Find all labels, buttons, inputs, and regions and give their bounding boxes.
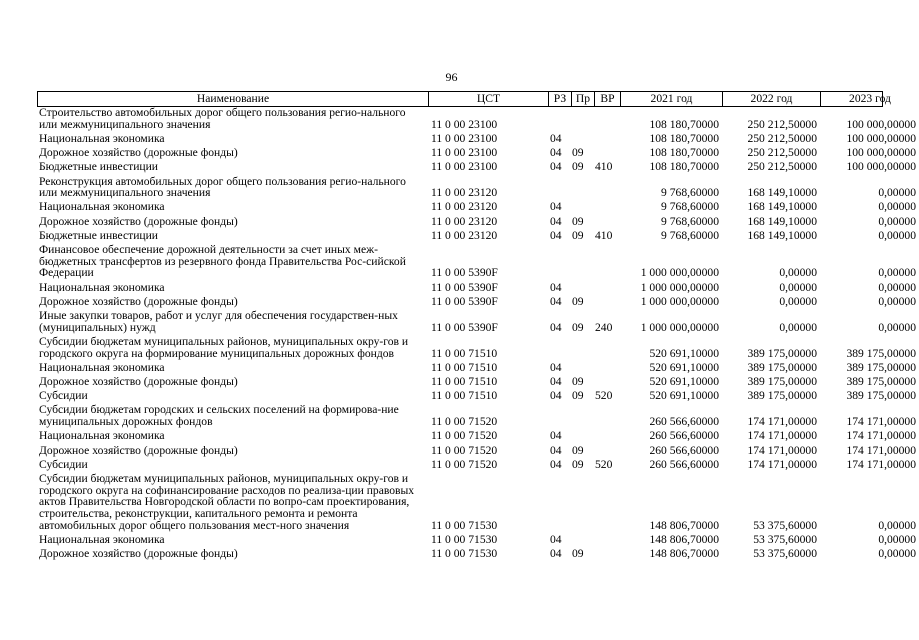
row-cst: 11 0 00 23100 <box>431 160 498 174</box>
header-name: Наименование <box>196 92 270 105</box>
row-rz: 04 <box>550 160 562 174</box>
row-name: Субсидии бюджетам муниципальных районов, муниципальных окру-гов и городского округа на софинансирование расходов по реализа-ции правовых актов Правительства Новгородской области по вопро-сам проектирования, строительства, реконструкции, капитального ремонта и ремонта автомобильных дорог общего пользования мест-ного значения <box>39 471 415 532</box>
table-row <box>37 243 916 280</box>
row-cst: 11 0 00 71510 <box>431 375 498 389</box>
row-2021: 260 566,60000 <box>649 443 719 457</box>
row-name: Дорожное хозяйство (дорожные фонды) <box>39 214 238 228</box>
row-2023: 100 000,00000 <box>846 117 916 131</box>
row-rz: 04 <box>550 280 562 294</box>
row-2023: 0,00000 <box>878 294 916 308</box>
row-2022: 53 375,60000 <box>753 547 817 561</box>
row-2023: 174 171,00000 <box>846 457 916 471</box>
row-2021: 1 000 000,00000 <box>640 266 719 280</box>
row-rz: 04 <box>550 429 562 443</box>
row-2021: 9 768,60000 <box>661 214 719 228</box>
table-row <box>37 214 916 228</box>
row-2023: 0,00000 <box>878 320 916 334</box>
row-name: Национальная экономика <box>39 200 165 214</box>
row-cst: 11 0 00 71510 <box>431 360 498 374</box>
row-cst: 11 0 00 71530 <box>431 533 498 546</box>
row-2023: 0,00000 <box>878 518 916 532</box>
row-pr: 09 <box>572 457 584 471</box>
table-row <box>37 457 916 471</box>
row-2023: 0,00000 <box>878 533 916 546</box>
row-2022: 174 171,00000 <box>747 443 817 457</box>
row-2021: 1 000 000,00000 <box>640 320 719 334</box>
row-pr: 09 <box>572 389 584 403</box>
row-2023: 100 000,00000 <box>846 146 916 160</box>
row-name: Субсидии <box>39 389 88 403</box>
table-row <box>37 403 916 429</box>
header-2022: 2022 год <box>722 92 820 106</box>
table-row <box>37 200 916 214</box>
table-row <box>37 533 916 546</box>
row-2022: 0,00000 <box>779 266 817 280</box>
row-rz: 04 <box>550 214 562 228</box>
row-vr: 410 <box>595 228 613 242</box>
row-2023: 0,00000 <box>878 228 916 242</box>
row-2022: 389 175,00000 <box>747 375 817 389</box>
row-name: Субсидии бюджетам городских и сельских поселений на формирова-ние муниципальных дорожных фондов <box>39 403 399 429</box>
row-2022: 168 149,10000 <box>747 228 817 242</box>
row-name: Субсидии бюджетам муниципальных районов, муниципальных окру-гов и городского округа на формирование муниципальных дорожных фондов <box>39 334 409 360</box>
row-2023: 389 175,00000 <box>846 360 916 374</box>
row-rz: 04 <box>550 294 562 308</box>
row-2021: 520 691,10000 <box>649 346 719 360</box>
table-row <box>37 174 916 200</box>
row-2021: 108 180,70000 <box>649 117 719 131</box>
table-row <box>37 429 916 443</box>
row-vr: 410 <box>595 160 613 174</box>
row-cst: 11 0 00 5390F <box>431 266 498 280</box>
row-cst: 11 0 00 5390F <box>431 280 498 294</box>
table-row <box>37 334 916 360</box>
table-row <box>37 131 916 145</box>
row-pr: 09 <box>572 547 584 561</box>
row-2022: 389 175,00000 <box>747 360 817 374</box>
header-pr: Пр <box>571 92 594 106</box>
row-2022: 250 212,50000 <box>747 160 817 174</box>
row-cst: 11 0 00 5390F <box>431 294 498 308</box>
table-body <box>37 106 916 561</box>
table-row <box>37 228 916 242</box>
row-name: Строительство автомобильных дорог общего пользования регио-нального или межмуниципального значения <box>39 106 406 131</box>
row-name: Бюджетные инвестиции <box>39 228 159 242</box>
row-2023: 0,00000 <box>878 214 916 228</box>
row-name: Национальная экономика <box>39 360 165 374</box>
row-name: Дорожное хозяйство (дорожные фонды) <box>39 443 238 457</box>
row-2021: 1 000 000,00000 <box>640 294 719 308</box>
row-rz: 04 <box>550 533 562 546</box>
header-cst: ЦСТ <box>428 92 548 106</box>
row-2022: 389 175,00000 <box>747 346 817 360</box>
row-2022: 389 175,00000 <box>747 389 817 403</box>
row-pr: 09 <box>572 146 584 160</box>
row-cst: 11 0 00 23100 <box>431 117 498 131</box>
row-2022: 0,00000 <box>779 320 817 334</box>
row-rz: 04 <box>550 146 562 160</box>
row-2023: 0,00000 <box>878 280 916 294</box>
row-2021: 260 566,60000 <box>649 429 719 443</box>
row-2022: 174 171,00000 <box>747 429 817 443</box>
row-2022: 174 171,00000 <box>747 415 817 429</box>
row-name: Реконструкция автомобильных дорог общего пользования регио-нального или межмуниципального значения <box>39 174 406 200</box>
header-2023: 2023 год <box>820 92 919 106</box>
header-2021: 2021 год <box>620 92 722 106</box>
row-2021: 260 566,60000 <box>649 457 719 471</box>
header-vr: ВР <box>594 92 620 106</box>
row-name: Иные закупки товаров, работ и услуг для обеспечения государствен-ных (муниципальных) нужд <box>39 309 398 334</box>
row-2021: 520 691,10000 <box>649 375 719 389</box>
page-number: 96 <box>445 70 458 84</box>
row-rz: 04 <box>550 228 562 242</box>
row-2023: 0,00000 <box>878 200 916 214</box>
row-pr: 09 <box>572 228 584 242</box>
row-2022: 0,00000 <box>779 294 817 308</box>
row-cst: 11 0 00 71520 <box>431 457 498 471</box>
row-2023: 389 175,00000 <box>846 389 916 403</box>
table-row <box>37 294 916 308</box>
row-2022: 53 375,60000 <box>753 533 817 546</box>
row-2021: 260 566,60000 <box>649 415 719 429</box>
table-row <box>37 160 916 174</box>
row-name: Национальная экономика <box>39 533 165 546</box>
row-pr: 09 <box>572 294 584 308</box>
row-2022: 0,00000 <box>779 280 817 294</box>
row-2021: 148 806,70000 <box>649 518 719 532</box>
row-name: Дорожное хозяйство (дорожные фонды) <box>39 547 238 561</box>
table-row <box>37 443 916 457</box>
row-vr: 240 <box>595 320 613 334</box>
table-row <box>37 360 916 374</box>
row-2021: 9 768,60000 <box>661 186 719 200</box>
row-2022: 250 212,50000 <box>747 117 817 131</box>
row-2023: 174 171,00000 <box>846 429 916 443</box>
row-2022: 168 149,10000 <box>747 200 817 214</box>
row-2022: 53 375,60000 <box>753 518 817 532</box>
header-rz: РЗ <box>548 92 571 106</box>
table-row <box>37 146 916 160</box>
row-cst: 11 0 00 71510 <box>431 346 498 360</box>
row-name: Дорожное хозяйство (дорожные фонды) <box>39 375 238 389</box>
table-row <box>37 389 916 403</box>
row-cst: 11 0 00 71530 <box>431 518 498 532</box>
row-rz: 04 <box>550 320 562 334</box>
table-header <box>37 91 891 107</box>
row-vr: 520 <box>595 389 613 403</box>
row-cst: 11 0 00 71530 <box>431 547 498 561</box>
row-rz: 04 <box>550 375 562 389</box>
row-2023: 389 175,00000 <box>846 346 916 360</box>
table-row <box>37 547 916 561</box>
row-2021: 148 806,70000 <box>649 547 719 561</box>
row-2021: 9 768,60000 <box>661 200 719 214</box>
row-cst: 11 0 00 23120 <box>431 228 498 242</box>
row-2021: 520 691,10000 <box>649 389 719 403</box>
row-name: Национальная экономика <box>39 429 165 443</box>
row-rz: 04 <box>550 131 562 145</box>
row-2022: 174 171,00000 <box>747 457 817 471</box>
row-cst: 11 0 00 23100 <box>431 131 498 145</box>
row-cst: 11 0 00 71510 <box>431 389 498 403</box>
row-cst: 11 0 00 71520 <box>431 443 498 457</box>
row-cst: 11 0 00 23120 <box>431 186 498 200</box>
row-2021: 108 180,70000 <box>649 160 719 174</box>
row-2023: 174 171,00000 <box>846 443 916 457</box>
row-rz: 04 <box>550 443 562 457</box>
row-2021: 148 806,70000 <box>649 533 719 546</box>
table-row <box>37 309 916 334</box>
row-name: Субсидии <box>39 457 88 471</box>
row-2022: 168 149,10000 <box>747 214 817 228</box>
budget-table <box>37 91 916 562</box>
table-row <box>37 106 916 131</box>
row-cst: 11 0 00 71520 <box>431 415 498 429</box>
row-2021: 520 691,10000 <box>649 360 719 374</box>
row-cst: 11 0 00 71520 <box>431 429 498 443</box>
row-rz: 04 <box>550 457 562 471</box>
row-name: Национальная экономика <box>39 131 165 145</box>
row-name: Финансовое обеспечение дорожной деятельности за счет иных меж-бюджетных трансфертов из резервного фонда Правительства Рос-сийской Федерации <box>39 243 406 280</box>
row-2023: 389 175,00000 <box>846 375 916 389</box>
table-row <box>37 375 916 389</box>
row-name: Дорожное хозяйство (дорожные фонды) <box>39 146 238 160</box>
row-cst: 11 0 00 5390F <box>431 320 498 334</box>
row-name: Бюджетные инвестиции <box>39 160 159 174</box>
row-2023: 100 000,00000 <box>846 160 916 174</box>
row-2023: 0,00000 <box>878 547 916 561</box>
row-2021: 9 768,60000 <box>661 228 719 242</box>
row-pr: 09 <box>572 443 584 457</box>
row-pr: 09 <box>572 214 584 228</box>
row-2021: 1 000 000,00000 <box>640 280 719 294</box>
row-2022: 250 212,50000 <box>747 131 817 145</box>
row-pr: 09 <box>572 375 584 389</box>
table-row <box>37 280 916 294</box>
row-pr: 09 <box>572 160 584 174</box>
table-row <box>37 471 916 532</box>
row-name: Дорожное хозяйство (дорожные фонды) <box>39 294 238 308</box>
row-2022: 250 212,50000 <box>747 146 817 160</box>
row-2022: 168 149,10000 <box>747 186 817 200</box>
row-2021: 108 180,70000 <box>649 146 719 160</box>
row-2023: 0,00000 <box>878 186 916 200</box>
row-rz: 04 <box>550 389 562 403</box>
row-2021: 108 180,70000 <box>649 131 719 145</box>
row-name: Национальная экономика <box>39 280 165 294</box>
row-2023: 100 000,00000 <box>846 131 916 145</box>
row-rz: 04 <box>550 360 562 374</box>
row-pr: 09 <box>572 320 584 334</box>
row-cst: 11 0 00 23100 <box>431 146 498 160</box>
row-rz: 04 <box>550 200 562 214</box>
row-vr: 520 <box>595 457 613 471</box>
row-cst: 11 0 00 23120 <box>431 200 498 214</box>
row-2023: 0,00000 <box>878 266 916 280</box>
row-rz: 04 <box>550 547 562 561</box>
row-2023: 174 171,00000 <box>846 415 916 429</box>
row-cst: 11 0 00 23120 <box>431 214 498 228</box>
